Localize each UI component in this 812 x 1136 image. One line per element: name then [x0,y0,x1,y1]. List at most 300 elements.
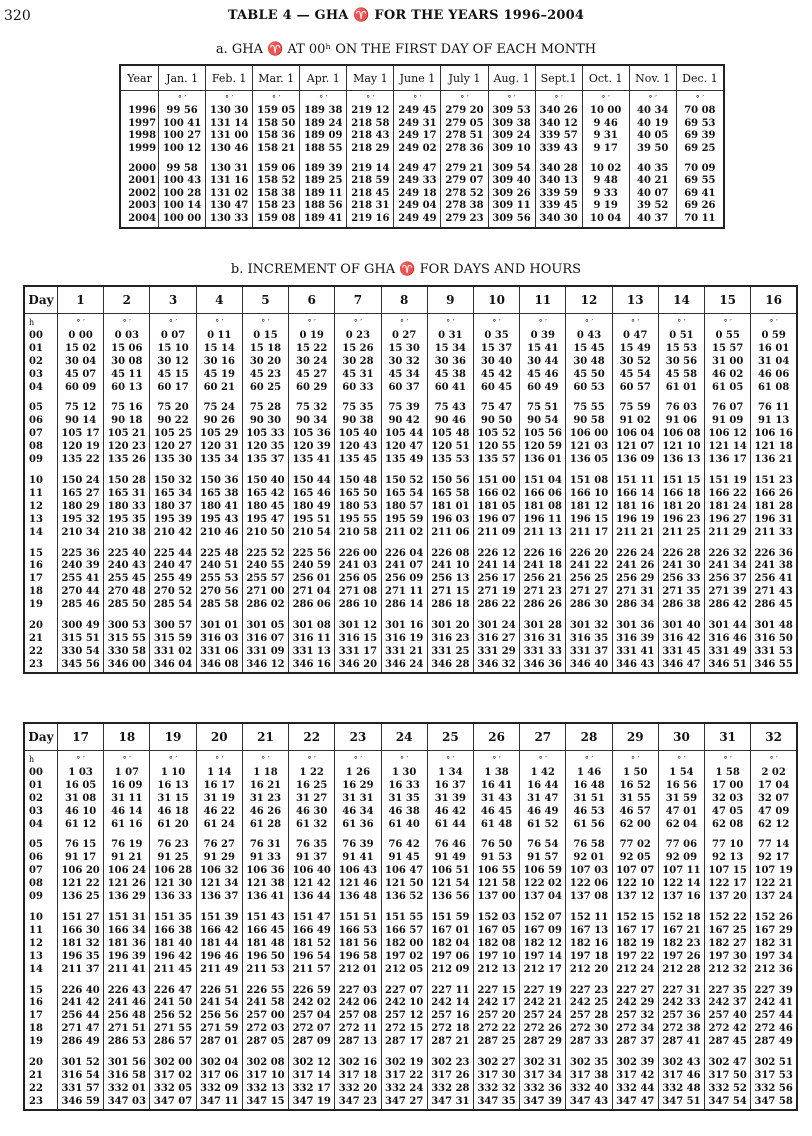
increment-value: 1 07 [114,766,139,778]
increment-value: 181 32 [61,937,100,949]
increment-value: 60 33 [342,381,374,393]
increment-value: 212 13 [477,963,516,975]
increment-value: 45 50 [573,368,605,380]
hour-label: 20 [29,620,43,632]
gha-value: 130 30 [210,105,249,117]
increment-value: 181 36 [107,937,146,949]
increment-value: 166 10 [569,487,609,499]
gha-value: 278 38 [445,200,484,212]
increment-value: 30 16 [203,355,235,367]
increment-value: 61 40 [388,818,420,830]
gha-value: 278 36 [445,142,484,154]
gha-value: 40 05 [637,130,669,142]
hour-label: 01 [29,342,43,354]
increment-value: 301 01 [200,620,239,632]
gha-value: 9 48 [593,175,618,187]
hour-label: 23 [29,1095,43,1107]
increment-value: 211 49 [200,963,239,975]
increment-value: 15 26 [342,342,374,354]
increment-value: 332 52 [708,1082,747,1094]
increment-value: 45 23 [249,368,282,380]
increment-value: 0 47 [623,329,648,341]
table-a-header-cell: Mar. 1 [253,65,300,91]
increment-value: 167 25 [708,924,747,936]
increment-column [427,751,473,1110]
increment-value: 346 51 [708,658,747,670]
gha-value: 218 59 [351,175,390,187]
increment-value: 91 06 [665,415,698,427]
increment-value: 316 31 [523,632,562,644]
increment-value: 241 50 [153,997,193,1009]
increment-value: 167 13 [569,924,609,936]
day-header-label: Day [24,286,58,314]
degree-minute-unit-label: ° ′ [631,318,640,327]
increment-value: 287 41 [662,1036,701,1048]
increment-value: 91 17 [64,852,97,864]
increment-value: 0 07 [160,329,186,341]
increment-value: 212 24 [616,963,655,975]
increment-value: 182 16 [569,937,609,949]
increment-value: 120 43 [338,441,378,453]
increment-value: 106 32 [200,865,239,877]
increment-column [58,314,104,673]
increment-value: 211 41 [107,963,146,975]
increment-value: 180 41 [200,500,239,512]
increment-value: 135 45 [338,454,378,466]
increment-value: 30 20 [249,355,282,367]
increment-value: 46 49 [527,805,559,817]
increment-value: 61 12 [64,818,97,830]
gha-value: 10 02 [589,163,622,175]
increment-value: 91 57 [527,852,559,864]
increment-column [150,751,196,1110]
increment-value: 45 07 [64,368,97,380]
increment-value: 106 59 [523,865,562,877]
increment-column [473,314,519,673]
increment-value: 15 30 [388,342,420,354]
increment-value: 227 15 [477,984,516,996]
increment-value: 16 09 [111,779,143,791]
increment-value: 166 45 [246,924,285,936]
increment-value: 285 46 [61,599,100,611]
increment-value: 211 06 [431,526,470,538]
hour-label: 03 [29,368,43,380]
gha-value: 219 14 [351,163,390,175]
increment-value: 287 49 [754,1036,793,1048]
increment-value: 317 46 [662,1069,701,1081]
hour-column [24,751,58,1110]
hour-label: 23 [29,658,43,670]
increment-value: 256 33 [662,573,701,585]
increment-value: 226 59 [292,984,331,996]
increment-value: 166 14 [616,487,655,499]
increment-value: 105 29 [200,428,239,440]
increment-value: 241 07 [385,560,424,572]
increment-value: 286 10 [338,599,378,611]
increment-value: 272 11 [338,1023,378,1035]
increment-value: 135 37 [246,454,285,466]
increment-value: 212 28 [662,963,701,975]
increment-value: 166 38 [153,924,193,936]
increment-value: 286 06 [292,599,331,611]
increment-value: 331 13 [292,645,331,657]
gha-value: 40 07 [637,187,669,199]
increment-value: 31 51 [573,792,605,804]
increment-value: 136 25 [61,891,100,903]
increment-column [196,314,242,673]
degree-minute-unit-label: ° ′ [215,318,224,327]
increment-value: 301 48 [754,620,793,632]
gha-value: 69 26 [684,200,716,212]
increment-value: 316 27 [477,632,516,644]
increment-value: 61 01 [665,381,698,393]
increment-value: 150 24 [61,474,100,486]
increment-value: 302 51 [754,1057,793,1069]
increment-value: 92 01 [573,852,605,864]
gha-value: 309 40 [492,175,531,187]
increment-value: 45 15 [157,368,189,380]
increment-value: 151 15 [662,474,701,486]
increment-value: 272 30 [569,1023,609,1035]
increment-value: 196 42 [153,950,193,962]
increment-value: 16 41 [480,779,513,791]
increment-value: 122 02 [523,878,562,890]
page-title: TABLE 4 — GHA ♈ FOR THE YEARS 1996–2004 [227,8,585,23]
increment-value: 106 40 [292,865,331,877]
increment-value: 46 06 [757,368,790,380]
increment-value: 272 34 [616,1023,655,1035]
table-b1-body [24,314,797,673]
gha-value: 309 38 [492,117,531,129]
gha-value: 100 14 [162,200,202,212]
day-column-header: 21 [242,723,288,751]
increment-value: 1 34 [438,766,463,778]
increment-value: 180 29 [61,500,100,512]
increment-value: 195 59 [385,513,424,525]
increment-value: 120 19 [61,441,100,453]
increment-value: 121 03 [569,441,609,453]
increment-value: 166 02 [477,487,516,499]
gha-value: 40 35 [637,163,669,175]
gha-value: 249 17 [398,130,437,142]
increment-value: 285 50 [107,599,146,611]
increment-value: 92 17 [757,852,790,864]
increment-value: 256 29 [616,573,655,585]
day-column-header: 20 [196,723,242,751]
increment-value: 301 52 [61,1057,100,1069]
increment-value: 60 41 [434,381,467,393]
increment-value: 166 34 [107,924,146,936]
increment-value: 151 04 [523,474,562,486]
increment-value: 45 31 [342,368,374,380]
increment-value: 165 42 [246,487,285,499]
increment-value: 166 53 [338,924,378,936]
increment-value: 286 38 [662,599,701,611]
month-column [488,91,535,229]
increment-value: 181 28 [754,500,793,512]
increment-value: 91 21 [111,852,143,864]
increment-value: 240 59 [292,560,331,572]
increment-value: 316 19 [385,632,424,644]
increment-value: 167 21 [662,924,701,936]
increment-value: 30 12 [157,355,189,367]
increment-value: 90 30 [249,415,282,427]
increment-value: 30 48 [573,355,605,367]
increment-value: 257 20 [477,1010,516,1022]
hour-label: 06 [29,852,43,864]
degree-minute-unit-label: ° ′ [631,755,640,764]
gha-value: 158 23 [257,200,296,212]
increment-value: 302 08 [246,1057,285,1069]
increment-value: 47 01 [665,805,698,817]
degree-minute-unit-label: ° ′ [584,318,594,327]
increment-value: 61 05 [712,381,744,393]
increment-value: 270 52 [153,586,193,598]
increment-value: 347 27 [385,1095,424,1107]
increment-value: 61 44 [434,818,467,830]
increment-value: 91 09 [712,415,744,427]
increment-value: 30 28 [342,355,374,367]
increment-value: 137 24 [754,891,793,903]
degree-minute-unit-label: ° ′ [261,318,270,327]
gha-value: 218 29 [351,142,390,154]
increment-column [473,751,519,1110]
increment-value: 331 53 [754,645,793,657]
increment-value: 61 20 [157,818,189,830]
increment-value: 121 14 [708,441,747,453]
increment-value: 32 03 [712,792,744,804]
increment-value: 46 30 [296,805,328,817]
gha-value: 69 55 [684,175,716,187]
increment-value: 196 07 [477,513,516,525]
increment-value: 151 23 [754,474,793,486]
increment-value: 346 43 [616,658,655,670]
increment-value: 0 39 [530,329,555,341]
increment-value: 1 46 [576,766,602,778]
day-column-header: 26 [473,723,519,751]
increment-value: 212 09 [431,963,470,975]
increment-value: 242 02 [292,997,331,1009]
increment-value: 16 17 [203,779,235,791]
increment-value: 136 33 [153,891,193,903]
increment-value: 271 31 [616,586,655,598]
increment-value: 150 32 [153,474,193,486]
increment-value: 212 05 [385,963,424,975]
increment-value: 120 31 [200,441,239,453]
increment-value: 106 43 [338,865,378,877]
increment-value: 257 00 [246,1010,285,1022]
increment-column [427,314,473,673]
increment-value: 150 56 [431,474,470,486]
increment-column [104,751,150,1110]
table-a-header-cell: Nov. 1 [629,65,676,91]
gha-value: 130 47 [210,200,249,212]
increment-value: 346 36 [523,658,562,670]
increment-value: 331 45 [662,645,701,657]
increment-value: 166 57 [385,924,424,936]
hour-label: 17 [29,1010,43,1022]
increment-value: 31 15 [157,792,189,804]
increment-value: 31 43 [480,792,513,804]
gha-value: 218 45 [351,187,390,199]
increment-value: 181 12 [569,500,609,512]
degree-minute-unit-label: ° ′ [319,94,328,103]
day-column-header: 6 [289,286,335,314]
hour-label: 02 [29,792,43,804]
gha-value: 309 53 [492,105,531,117]
increment-value: 331 29 [477,645,516,657]
table-a-header-cell: Dec. 1 [676,65,724,91]
increment-value: 121 10 [662,441,701,453]
degree-minute-unit-label: ° ′ [307,755,316,764]
increment-value: 45 42 [480,368,513,380]
increment-value: 121 22 [61,878,100,890]
increment-value: 257 32 [616,1010,655,1022]
increment-value: 135 22 [61,454,100,466]
increment-value: 302 47 [708,1057,747,1069]
increment-value: 137 20 [708,891,747,903]
increment-value: 75 28 [249,402,282,414]
degree-minute-unit-label: ° ′ [554,94,563,103]
increment-value: 346 55 [754,658,793,670]
year-label: 2003 [128,200,157,212]
increment-value: 61 28 [249,818,282,830]
increment-value: 257 16 [431,1010,470,1022]
increment-value: 182 00 [385,937,424,949]
increment-value: 255 49 [153,573,193,585]
increment-value: 196 54 [292,950,331,962]
increment-value: 332 36 [523,1082,562,1094]
increment-value: 46 14 [111,805,143,817]
increment-value: 211 45 [153,963,193,975]
increment-value: 75 59 [619,402,651,414]
increment-value: 271 39 [708,586,747,598]
increment-value: 332 09 [200,1082,239,1094]
year-label: 2001 [128,175,157,187]
increment-value: 90 38 [342,415,374,427]
increment-value: 0 55 [715,329,740,341]
increment-value: 16 48 [573,779,605,791]
gha-value: 131 00 [210,130,249,142]
increment-value: 77 14 [757,839,790,851]
gha-value: 158 21 [257,142,296,154]
month-column [441,91,488,229]
increment-value: 60 13 [111,381,143,393]
increment-value: 242 41 [754,997,793,1009]
increment-value: 287 01 [200,1036,239,1048]
increment-value: 242 33 [662,997,701,1009]
increment-value: 107 15 [708,865,747,877]
increment-value: 180 37 [153,500,193,512]
increment-value: 1 30 [391,766,417,778]
hour-label: 00 [29,329,43,341]
section-b-title: b. INCREMENT OF GHA ♈ FOR DAYS AND HOURS [230,262,582,277]
increment-value: 2 02 [761,766,786,778]
increment-value: 197 02 [385,950,424,962]
hour-label: 05 [29,402,43,414]
hour-label: 10 [29,911,43,923]
hour-label: 06 [29,415,43,427]
increment-value: 31 47 [527,792,559,804]
increment-value: 47 05 [712,805,744,817]
increment-value: 331 57 [61,1082,100,1094]
degree-minute-unit-label: ° ′ [507,94,516,103]
increment-value: 1 58 [715,766,740,778]
increment-value: 165 31 [107,487,146,499]
gha-value: 189 09 [304,130,343,142]
increment-value: 182 31 [754,937,793,949]
increment-value: 180 53 [338,500,378,512]
increment-value: 196 39 [107,950,146,962]
increment-value: 135 41 [292,454,331,466]
gha-value: 309 10 [492,142,531,154]
degree-minute-unit-label: ° ′ [353,755,363,764]
increment-value: 181 08 [523,500,562,512]
increment-value: 257 44 [754,1010,793,1022]
increment-value: 196 03 [431,513,470,525]
increment-value: 46 38 [388,805,420,817]
increment-value: 255 45 [107,573,146,585]
increment-value: 90 58 [573,415,605,427]
increment-value: 121 30 [153,878,193,890]
increment-value: 317 22 [385,1069,424,1081]
increment-value: 286 26 [523,599,562,611]
increment-value: 196 11 [523,513,562,525]
increment-value: 242 17 [477,997,516,1009]
increment-value: 317 53 [754,1069,793,1081]
increment-value: 256 48 [107,1010,146,1022]
increment-value: 45 54 [619,368,651,380]
increment-value: 225 36 [61,547,100,559]
increment-column [335,314,381,673]
year-label: 2000 [128,163,157,175]
hour-label: 02 [29,355,43,367]
increment-value: 107 07 [616,865,655,877]
degree-minute-unit-label: ° ′ [413,94,422,103]
degree-minute-unit-label: ° ′ [76,318,85,327]
increment-value: 32 07 [757,792,790,804]
increment-value: 211 37 [61,963,100,975]
increment-column [566,314,612,673]
degree-minute-unit-label: ° ′ [307,318,316,327]
increment-value: 240 47 [153,560,193,572]
table-a-header-cell: July 1 [441,65,488,91]
increment-value: 105 17 [61,428,100,440]
increment-value: 301 20 [431,620,470,632]
increment-value: 257 28 [569,1010,609,1022]
gha-value: 100 41 [162,117,202,129]
increment-value: 226 04 [385,547,424,559]
increment-column [381,751,427,1110]
increment-column [150,314,196,673]
increment-value: 301 12 [338,620,378,632]
increment-value: 330 58 [107,645,146,657]
increment-value: 226 00 [338,547,378,559]
increment-value: 226 32 [708,547,747,559]
day-column-header: 16 [751,286,797,314]
increment-value: 332 56 [754,1082,793,1094]
hour-label: 00 [29,766,43,778]
increment-value: 122 17 [708,878,747,890]
increment-value: 92 09 [665,852,698,864]
gha-value: 100 00 [162,212,202,224]
increment-value: 136 56 [431,891,470,903]
increment-value: 31 55 [619,792,651,804]
increment-value: 45 46 [527,368,559,380]
increment-value: 332 44 [616,1082,655,1094]
gha-value: 9 33 [593,187,618,199]
gha-value: 69 25 [684,142,716,154]
